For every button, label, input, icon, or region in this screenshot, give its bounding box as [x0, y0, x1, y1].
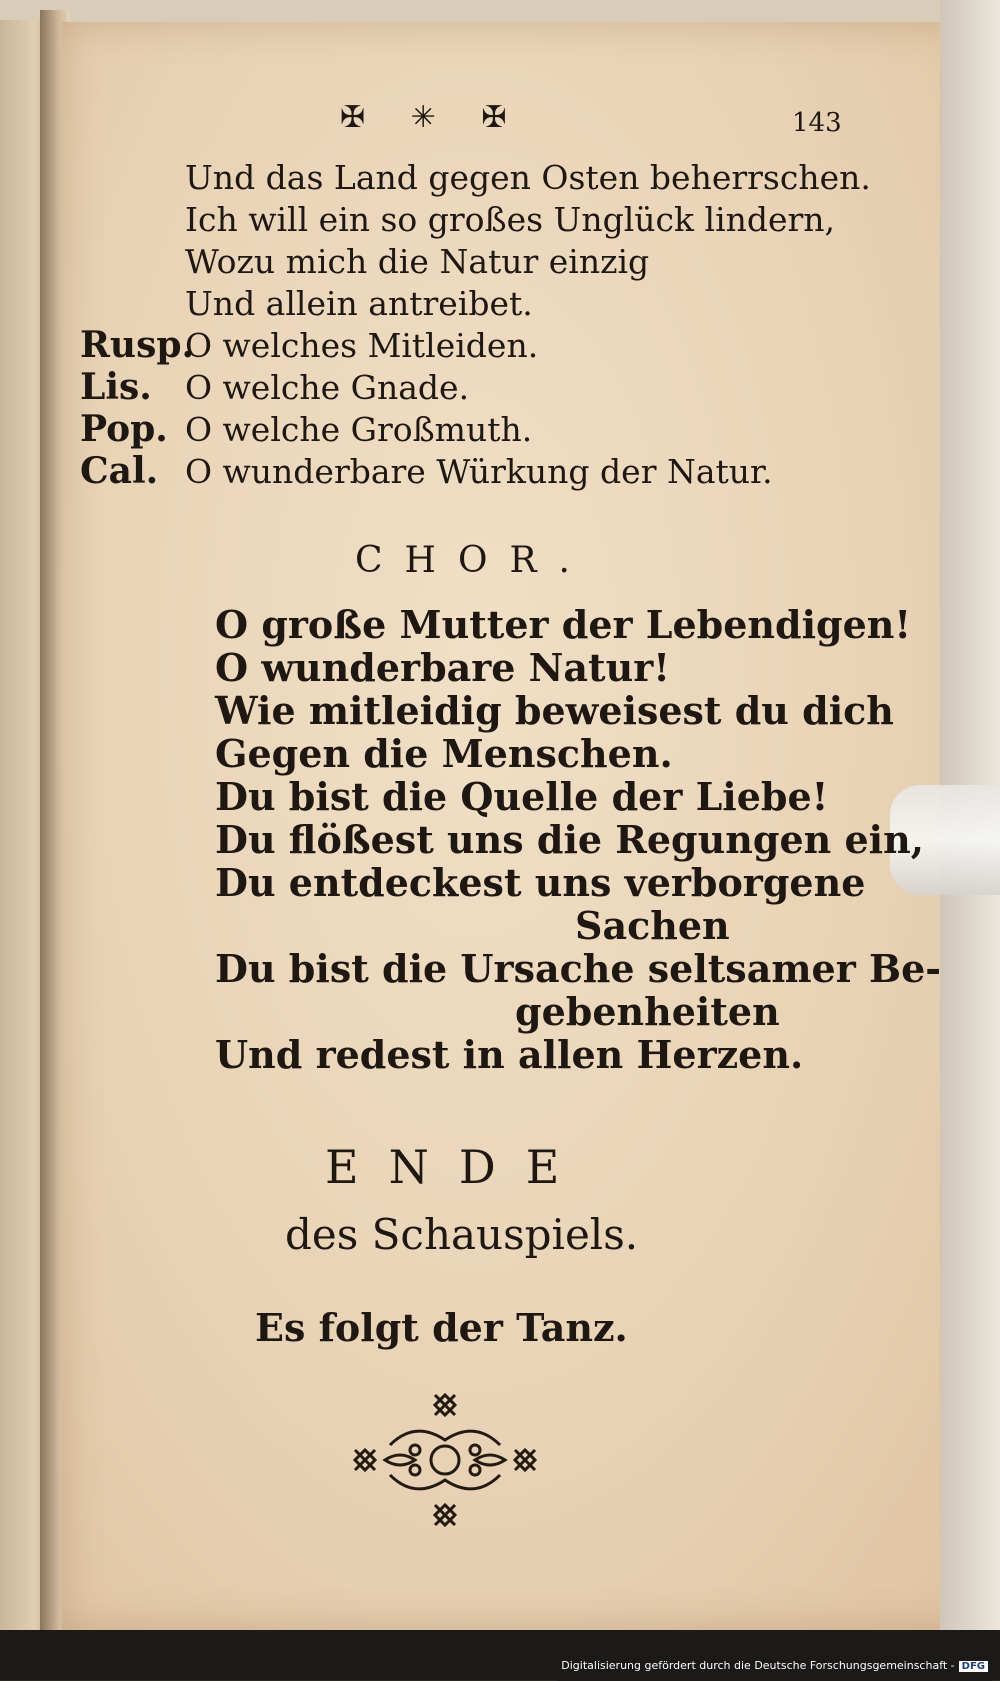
speaker-name: Cal.	[80, 450, 159, 492]
chorus-line: O große Mutter der Lebendigen!	[215, 602, 912, 647]
chorus-line: Du bist die Ursache seltsamer Be-	[215, 946, 942, 991]
ornament-vignette	[345, 1385, 545, 1535]
verse-line: Und das Land gegen Osten beherrschen.	[185, 158, 871, 197]
speaker-name: Pop.	[80, 408, 168, 450]
chorus-line: O wunderbare Natur!	[215, 645, 670, 690]
dialogue-line: O welches Mitleiden.	[185, 326, 539, 365]
speaker-name: Rusp.	[80, 324, 195, 366]
es-folgt-der-tanz: Es folgt der Tanz.	[255, 1305, 628, 1350]
chorus-line: Gegen die Menschen.	[215, 731, 673, 776]
footer-credit	[557, 1657, 992, 1681]
dfg-logo: DFG	[959, 1661, 988, 1672]
chorus-line: gebenheiten	[515, 989, 780, 1034]
chorus-line: Du entdeckest uns verborgene	[215, 860, 866, 905]
footer-credit-text: Digitalisierung gefördert durch die Deutsche Forschungsgemeinschaft -	[561, 1659, 955, 1672]
chorus-line: Du flößest uns die Regungen ein,	[215, 817, 924, 862]
chorus-line: Du bist die Quelle der Liebe!	[215, 774, 829, 819]
header-ornament: ✠ ✳ ✠	[340, 100, 525, 135]
verse-line: Ich will ein so großes Unglück lindern,	[185, 200, 836, 239]
page-number: 143	[792, 108, 842, 138]
dialogue-line: O welche Großmuth.	[185, 410, 533, 449]
verse-line: Und allein antreibet.	[185, 284, 533, 323]
chorus-title: CHOR.	[355, 540, 593, 581]
chorus-line: Wie mitleidig beweisest du dich	[215, 688, 894, 733]
dialogue-line: O wunderbare Würkung der Natur.	[185, 452, 773, 491]
des-schauspiels: des Schauspiels.	[285, 1210, 639, 1259]
chorus-line: Sachen	[575, 903, 730, 948]
speaker-name: Lis.	[80, 366, 152, 408]
dialogue-line: O welche Gnade.	[185, 368, 470, 407]
chorus-line: Und redest in allen Herzen.	[215, 1032, 804, 1077]
ende-heading: ENDE	[325, 1140, 590, 1194]
verse-line: Wozu mich die Natur einzig	[185, 242, 650, 281]
